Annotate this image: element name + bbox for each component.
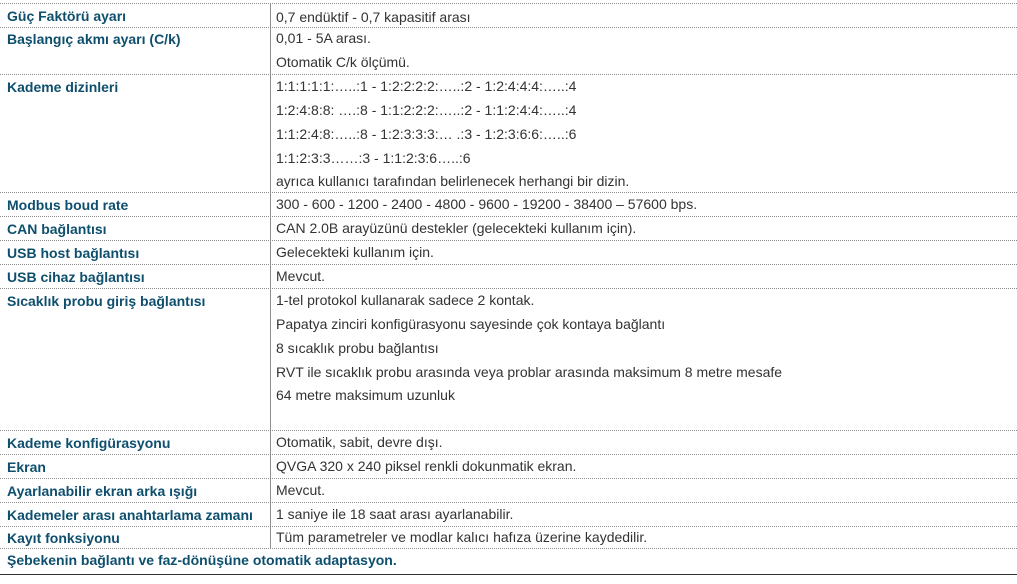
spec-label: Kademe dizinleri [7,79,119,95]
spec-row [0,217,1017,241]
spec-value: 1:1:2:4:8:…..:8 - 1:2:3:3:3:… .:3 - 1:2:3:6:6:…..:6 [276,126,577,142]
spec-label: Sıcaklık probu giriş bağlantısı [7,293,206,309]
spec-label: Kademeler arası anahtarlama zamanı [7,507,253,523]
spec-label: Başlangıç akmı ayarı (C/k) [7,31,181,47]
column-divider [270,289,271,430]
spec-label: Kayıt fonksiyonu [7,530,120,546]
spec-row [0,241,1017,265]
column-divider [270,527,271,548]
spec-value: 1:1:2:3:3……:3 - 1:1:2:3:6…..:6 [276,150,471,166]
spec-value: ayrıca kullanıcı tarafından belirlenecek herhangi bir dizin. [276,173,630,189]
column-divider [270,241,271,264]
spec-label: Güç Faktörü ayarı [7,8,127,24]
footer-note: Şebekenin bağlantı ve faz-dönüşüne otomatik adaptasyon. [7,552,397,568]
spec-label: CAN bağlantısı [7,221,107,237]
spec-value: RVT ile sıcaklık probu arasında veya problar arasında maksimum 8 metre mesafe [276,364,783,380]
column-divider [270,75,271,192]
spec-row [0,75,1017,193]
column-divider [270,265,271,288]
spec-value: 1 saniye ile 18 saat arası ayarlanabilir. [276,506,514,522]
spec-label: Ayarlanabilir ekran arka ışığı [7,483,198,499]
column-divider [270,4,271,27]
spec-value: 8 sıcaklık probu bağlantısı [276,340,439,356]
spec-value: QVGA 320 x 240 piksel renkli dokunmatik ekran. [276,458,577,474]
spec-value: 0,7 endüktif - 0,7 kapasitif arası [276,9,471,25]
spec-row [0,527,1017,549]
column-divider [270,27,271,74]
spec-value: Otomatik, sabit, devre dışı. [276,434,443,450]
spec-row [0,3,1017,28]
spec-value: Gelecekteki kullanım için. [276,244,434,260]
column-divider [270,431,271,454]
spec-label: Kademe konfigürasyonu [7,435,171,451]
spec-value: Mevcut. [276,482,326,498]
column-divider [270,455,271,478]
spec-label: Modbus boud rate [7,197,129,213]
spec-row [0,479,1017,503]
spec-label: USB cihaz bağlantısı [7,269,145,285]
spec-value: 300 - 600 - 1200 - 2400 - 4800 - 9600 - 19200 - 38400 – 57600 bps. [276,196,698,212]
spec-row [0,193,1017,217]
column-divider [270,217,271,240]
spec-value: 1-tel protokol kullanarak sadece 2 kontak. [276,292,535,308]
column-divider [270,479,271,502]
footer-row [0,549,1017,575]
column-divider [270,193,271,216]
spec-label: USB host bağlantısı [7,245,140,261]
spec-row [0,431,1017,455]
spec-value: Otomatik C/k ölçümü. [276,54,410,70]
column-divider [270,503,271,526]
spec-value: 64 metre maksimum uzunluk [276,387,455,403]
spec-value: Mevcut. [276,268,326,284]
spec-value: 0,01 - 5A arası. [276,30,371,46]
spec-value: 1:1:1:1:1:…..:1 - 1:2:2:2:2:…..:2 - 1:2:4:4:4:…..:4 [276,78,577,94]
spec-row [0,455,1017,479]
spec-value: 1:2:4:8:8: ….:8 - 1:1:2:2:2:…..:2 - 1:1:2:4:4:…..:4 [276,102,577,118]
spec-row [0,503,1017,527]
spec-value: CAN 2.0B arayüzünü destekler (gelecekteki kullanım için). [276,220,637,236]
spec-value: Papatya zinciri konfigürasyonu sayesinde çok kontaya bağlantı [276,316,666,332]
spec-row [0,289,1017,431]
spec-row [0,27,1017,75]
spec-label: Ekran [7,459,46,475]
spec-row [0,265,1017,289]
spec-value: Tüm parametreler ve modlar kalıcı hafıza üzerine kaydedilir. [276,529,648,545]
